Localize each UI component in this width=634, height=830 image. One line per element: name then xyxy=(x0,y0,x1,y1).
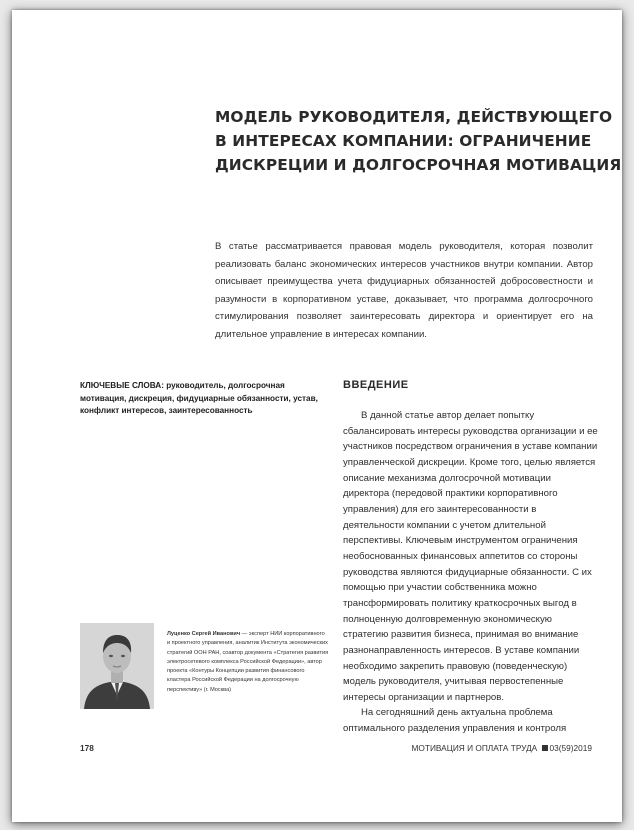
journal-info xyxy=(412,743,592,753)
keywords-text: руководитель, долгосрочная мотивация, дискреция, фидуциарные обязанности, устав, конфликт интересов, заинтересованность xyxy=(80,381,318,415)
intro-paragraph: В данной статье автор делает попытку сбалансировать интересы руководства организации и ее участников посредством ограничения в уставе компании управленческой дискреции. Кроме того, целью является описание механизма долгосрочной мотивации директора (передовой практики корпоративного управления) для его заинтересованности в деятельности компании с учетом длительной перспективы. Ключевым инструментом ограничения необоснованных финансовых аппетитов со стороны руководства являются фидуциарные обязанности. С их помощью при участии собственника можно трансформировать политику краткосрочных выгод в полноценную долговременную экономическую стратегию развития бизнеса, принимая во внимание разнонаправленность интересов. В уставе компании необходимо закрепить правовую (поведенческую) модель руководителя, учитывая первостепенные интересы организации и партнеров. xyxy=(343,410,598,703)
intro-body xyxy=(343,408,598,737)
journal-issue: 03(59)2019 xyxy=(549,743,592,753)
square-bullet-icon xyxy=(542,745,548,751)
journal-page xyxy=(12,10,622,822)
page-number: 178 xyxy=(80,743,94,753)
keywords-block xyxy=(80,380,325,418)
keywords-label: КЛЮЧЕВЫЕ СЛОВА: xyxy=(80,381,164,390)
author-bio xyxy=(167,630,329,695)
author-portrait-image xyxy=(80,623,154,709)
section-heading: ВВЕДЕНИЕ xyxy=(343,379,409,391)
article-title xyxy=(215,105,622,177)
intro-paragraph: На сегодняшний день актуальна проблема оптимального разделения управления и контроля xyxy=(343,707,567,735)
article-title-line: МОДЕЛЬ РУКОВОДИТЕЛЯ, ДЕЙСТВУЮЩЕГО xyxy=(215,108,613,126)
journal-name: МОТИВАЦИЯ И ОПЛАТА ТРУДА xyxy=(411,743,538,753)
author-photo xyxy=(80,623,154,709)
article-title-line: ДИСКРЕЦИИ И ДОЛГОСРОЧНАЯ МОТИВАЦИЯ xyxy=(215,156,622,174)
article-title-line: В ИНТЕРЕСАХ КОМПАНИИ: ОГРАНИЧЕНИЕ xyxy=(215,132,592,150)
article-abstract: В статье рассматривается правовая модель руководителя, которая позволит реализовать баланс экономических интересов участников внутри компании. Автор описывает преимущества учета фидуциарных обязанностей добросовестности и разумности в корпоративном уставе, доказывает, что программа долгосрочного стимулирования позволяет заинтересовать директора и ориентирует его на длительное управление в интересах компании. xyxy=(215,241,593,340)
author-name: Луценко Сергей Иванович xyxy=(167,631,241,637)
author-description: — эксперт НИИ корпоративного и проектного управления, аналитик Института экономических стратегий ООН РАН, соавтор документа «Стратегия развития электросетевого комплекса Российской Федерации», автор проекта «Контуры Концепции развития финансового кластера Российской Федерации на долгосрочную перспективу» (г. Москва) xyxy=(167,631,329,693)
